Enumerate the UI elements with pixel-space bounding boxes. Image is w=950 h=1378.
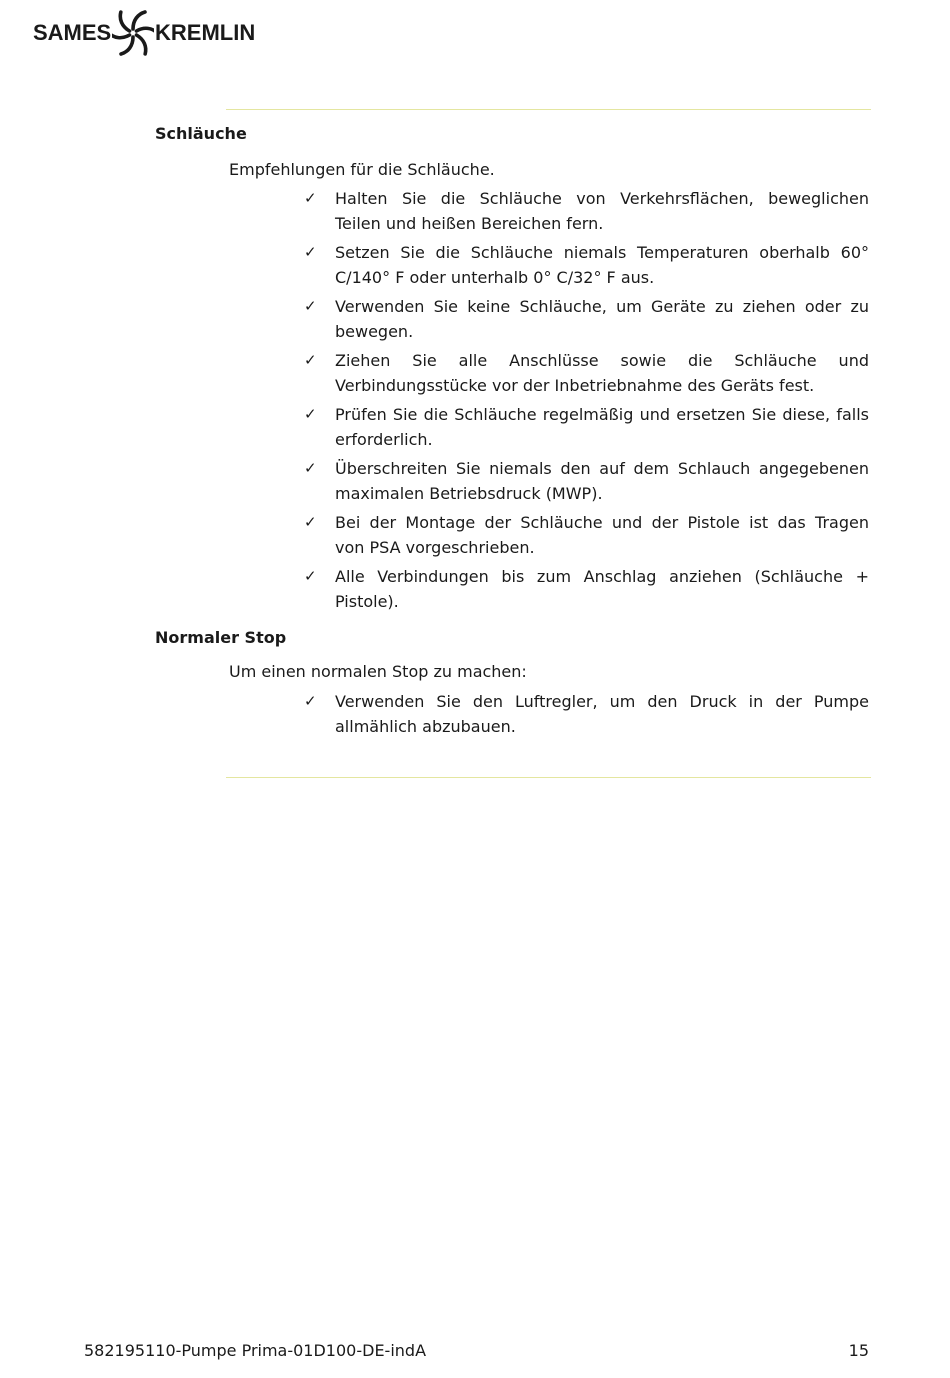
checkmark-icon (304, 348, 318, 373)
checklist-normal-stop (304, 689, 869, 743)
checkmark-icon (304, 186, 318, 211)
list-item-line: Prüfen Sie die Schläuche regelmäßig und ersetzen Sie diese, falls (335, 404, 869, 424)
list-item (304, 564, 869, 614)
list-item-line: Verwenden Sie keine Schläuche, um Geräte zu ziehen oder zu (335, 296, 869, 316)
bottom-divider (226, 777, 871, 778)
list-item (304, 294, 869, 344)
checkmark-icon (304, 564, 318, 589)
list-item-line: Verbindungsstücke vor der Inbetriebnahme des Geräts fest. (335, 375, 815, 395)
list-item (304, 186, 869, 236)
list-item-line: Halten Sie die Schläuche von Verkehrsflächen, beweglichen (335, 188, 869, 208)
list-item (304, 510, 869, 560)
list-item-line: C/140° F oder unterhalb 0° C/32° F aus. (335, 267, 655, 287)
top-divider (226, 109, 871, 110)
checkmark-icon (304, 402, 318, 427)
list-item (304, 456, 869, 506)
list-item-line: bewegen. (335, 321, 414, 341)
list-item-line: Bei der Montage der Schläuche und der Pistole ist das Tragen (335, 512, 869, 532)
checkmark-icon (304, 510, 318, 535)
list-item-line: Setzen Sie die Schläuche niemals Temperaturen oberhalb 60° (335, 242, 869, 262)
list-item (304, 689, 869, 739)
list-item-line: Teilen und heißen Bereichen fern. (335, 213, 604, 233)
checkmark-icon (304, 689, 318, 714)
list-item-line: allmählich abzubauen. (335, 716, 516, 736)
checkmark-icon (304, 294, 318, 319)
checkmark-icon (304, 456, 318, 481)
section-intro-normal-stop: Um einen normalen Stop zu machen: (229, 661, 527, 681)
section-heading-normal-stop: Normaler Stop (155, 627, 287, 647)
list-item-line: erforderlich. (335, 429, 433, 449)
list-item-line: Ziehen Sie alle Anschlüsse sowie die Schläuche und (335, 350, 869, 370)
list-item-line: Überschreiten Sie niemals den auf dem Schlauch angegebenen (335, 458, 869, 478)
section-heading-hoses: Schläuche (155, 124, 247, 143)
footer-document-id: 582195110-Pumpe Prima-01D100-DE-indA (84, 1340, 427, 1360)
logo-word-sames: SAMES (33, 20, 112, 45)
checklist-hoses (304, 186, 869, 618)
list-item-line: maximalen Betriebsdruck (MWP). (335, 483, 603, 503)
list-item (304, 402, 869, 452)
logo-word-kremlin: KREMLIN (155, 20, 256, 45)
list-item-line: Alle Verbindungen bis zum Anschlag anziehen (Schläuche + (335, 566, 869, 586)
list-item-line: Verwenden Sie den Luftregler, um den Druck in der Pumpe (335, 691, 869, 711)
footer-page-number: 15 (848, 1340, 869, 1360)
checkmark-icon (304, 240, 318, 265)
swirl-icon (112, 8, 154, 58)
list-item-line: Pistole). (335, 591, 399, 611)
section-intro-hoses: Empfehlungen für die Schläuche. (229, 159, 495, 179)
list-item-line: von PSA vorgeschrieben. (335, 537, 535, 557)
list-item (304, 240, 869, 290)
list-item (304, 348, 869, 398)
